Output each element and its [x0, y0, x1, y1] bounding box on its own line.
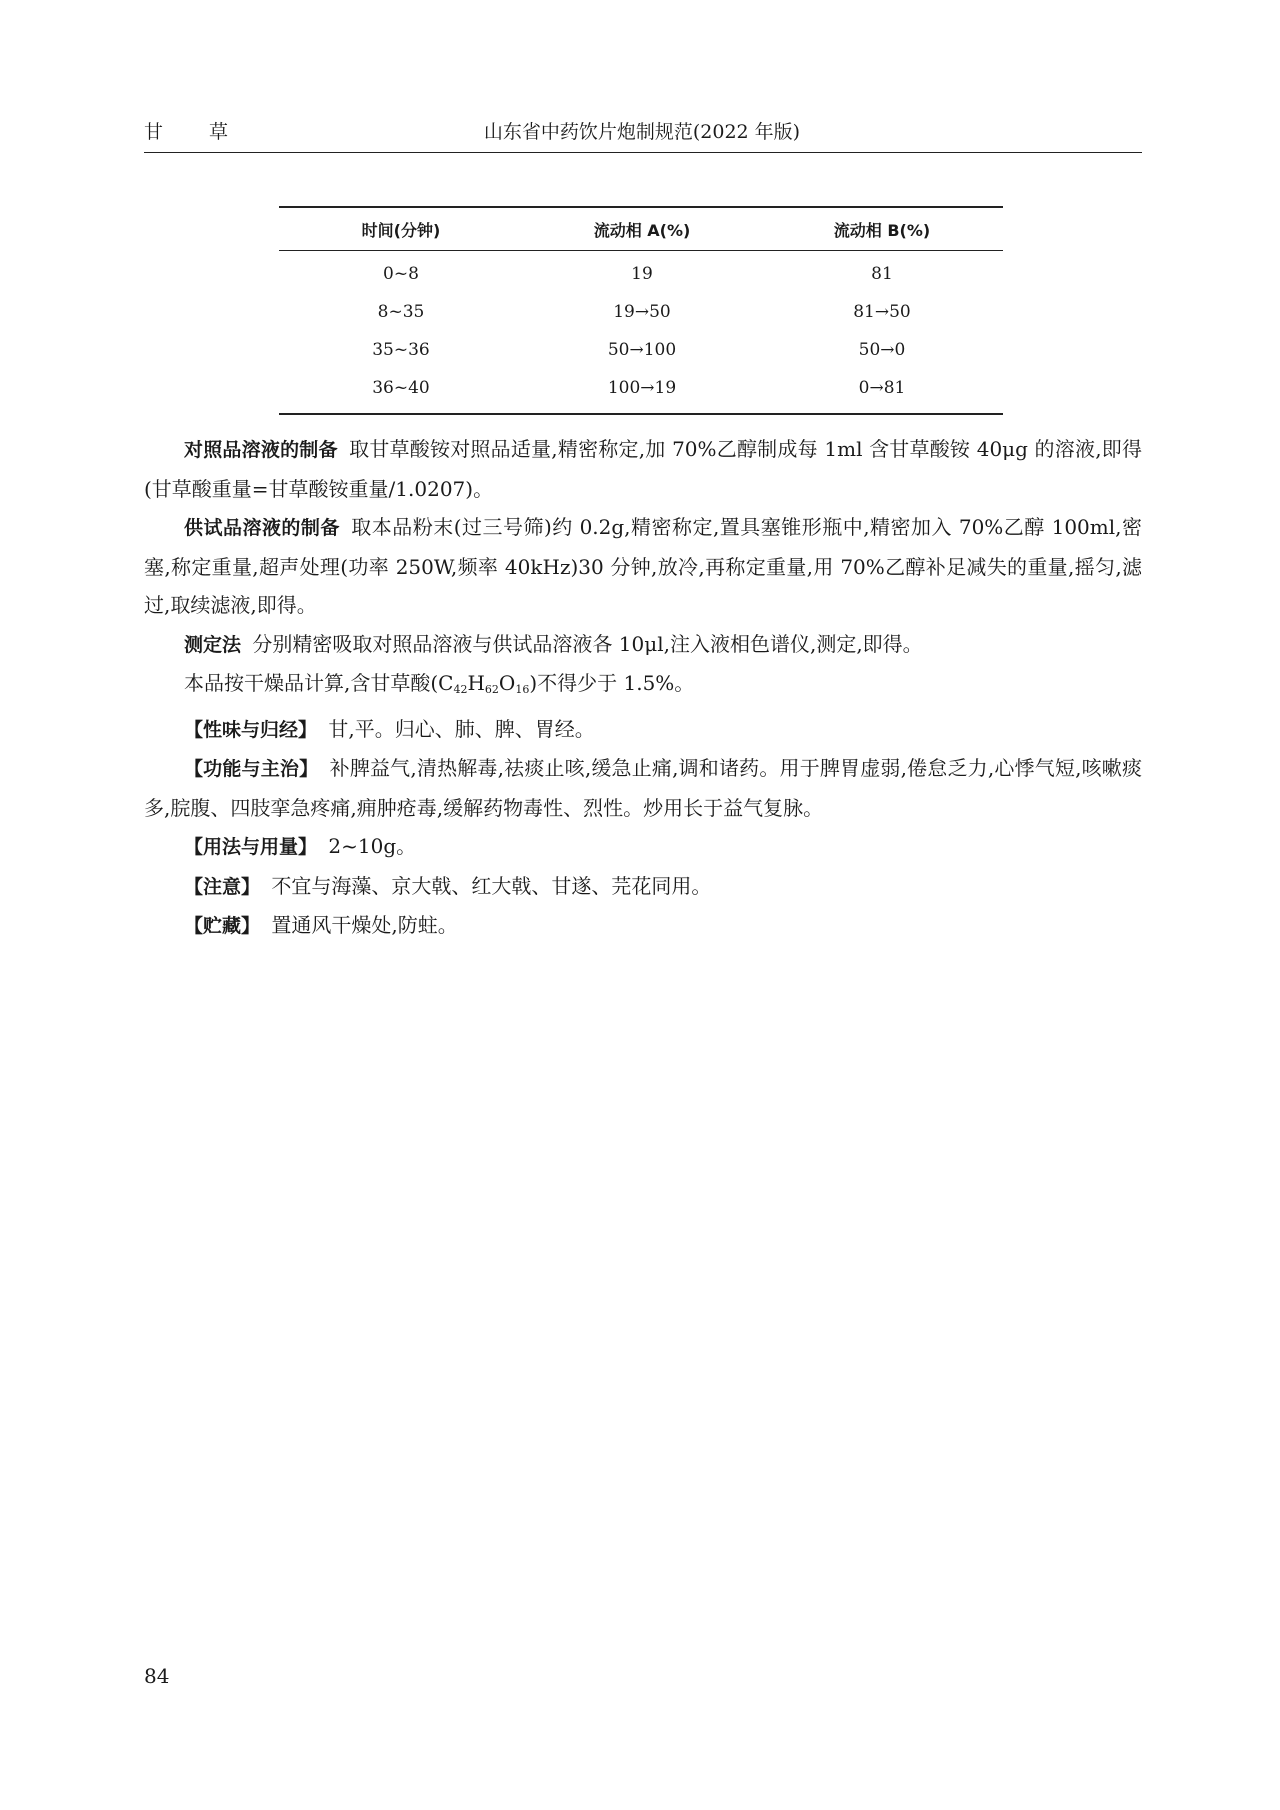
table-cell: 100→19	[607, 378, 677, 398]
paragraph-text: 不宜与海藻、京大戟、红大戟、甘遂、芫花同用。	[271, 873, 712, 898]
paragraph-text: 补脾益气,清热解毒,祛痰止咳,缓急止痛,调和诸药。用于脾胃虚弱,倦怠乏力,心悸气短,咳嗽痰多,脘腹、四肢挛急疼痛,痈肿疮毒,缓解药物毒性、烈性。炒用长于益气复脉。	[144, 756, 1142, 820]
test-solution-paragraph	[144, 508, 1142, 625]
paragraph-text: 2~10g。	[328, 834, 417, 858]
table-cell: 0~8	[383, 264, 419, 284]
content-text-after: )不得少于 1.5%。	[529, 671, 695, 695]
table-cell: 50→100	[607, 340, 677, 360]
formula-element: O	[498, 671, 516, 695]
paragraph-text: 甘,平。归心、肺、脾、胃经。	[328, 716, 595, 741]
section-label: 【性味与归经】	[184, 718, 318, 741]
nature-paragraph	[144, 710, 1142, 750]
reference-solution-paragraph	[144, 430, 1142, 508]
section-label: 【用法与用量】	[184, 836, 318, 858]
column-header-phase-a: 流动相 A(%)	[593, 220, 691, 240]
content-text-before: 本品按干燥品计算,含甘草酸(C	[184, 671, 454, 695]
formula-subscript: 42	[453, 683, 468, 696]
section-label: 【贮藏】	[184, 915, 261, 937]
column-header-phase-b: 流动相 B(%)	[833, 220, 931, 240]
column-header-time: 时间(分钟)	[361, 220, 441, 240]
section-label: 对照品溶液的制备	[184, 439, 338, 461]
header-book-title: 山东省中药饮片炮制规范(2022 年版)	[483, 121, 801, 143]
table-cell: 36~40	[372, 378, 430, 398]
header-herb-name: 甘 草	[144, 121, 249, 143]
table-cell: 19	[631, 264, 653, 284]
table-row	[279, 293, 1003, 331]
table-cell: 19→50	[613, 302, 671, 322]
table-cell: 50→0	[858, 340, 906, 360]
function-paragraph	[144, 749, 1142, 827]
section-label: 【注意】	[184, 875, 261, 898]
paragraph-text: 分别精密吸取对照品溶液与供试品溶液各 10μl,注入液相色谱仪,测定,即得。	[252, 631, 923, 656]
paragraph-text: 置通风干燥处,防蛀。	[271, 913, 458, 937]
header-rule	[144, 152, 1142, 153]
page-number: 84	[144, 1664, 170, 1688]
formula-subscript: 16	[515, 683, 530, 696]
table-row	[279, 331, 1003, 369]
running-header	[144, 113, 1140, 143]
gradient-table	[279, 206, 1003, 415]
table-cell: 81→50	[853, 302, 911, 322]
table-cell: 8~35	[377, 302, 425, 322]
table-cell: 0→81	[858, 378, 906, 398]
method-paragraph	[144, 625, 1142, 665]
caution-paragraph	[144, 867, 1142, 907]
table-row	[279, 251, 1003, 294]
table-cell: 81	[871, 264, 893, 284]
storage-paragraph	[144, 906, 1142, 946]
section-label: 【功能与主治】	[184, 758, 319, 780]
paragraph-text: 取本品粉末(过三号筛)约 0.2g,精密称定,置具塞锥形瓶中,精密加入 70%乙醇 100ml,密塞,称定重量,超声处理(功率 250W,频率 40kHz)30 分钟,放冷,再称定重量,用 70%乙醇补足减失的重量,摇匀,滤过,取续滤液,即得。	[144, 515, 1142, 617]
paragraph-text: 取甘草酸铵对照品适量,精密称定,加 70%乙醇制成每 1ml 含甘草酸铵 40μg 的溶液,即得(甘草酸重量=甘草酸铵重量/1.0207)。	[144, 437, 1142, 501]
body-text	[144, 430, 1142, 946]
section-label: 供试品溶液的制备	[184, 517, 340, 539]
table-header-row	[279, 207, 1003, 251]
table-row	[279, 369, 1003, 414]
formula-subscript: 62	[484, 683, 499, 696]
table-cell: 35~36	[372, 340, 430, 360]
content-limit-paragraph	[144, 664, 1142, 710]
section-label: 测定法	[184, 633, 242, 656]
dosage-paragraph	[144, 827, 1142, 867]
formula-element: H	[467, 671, 485, 695]
